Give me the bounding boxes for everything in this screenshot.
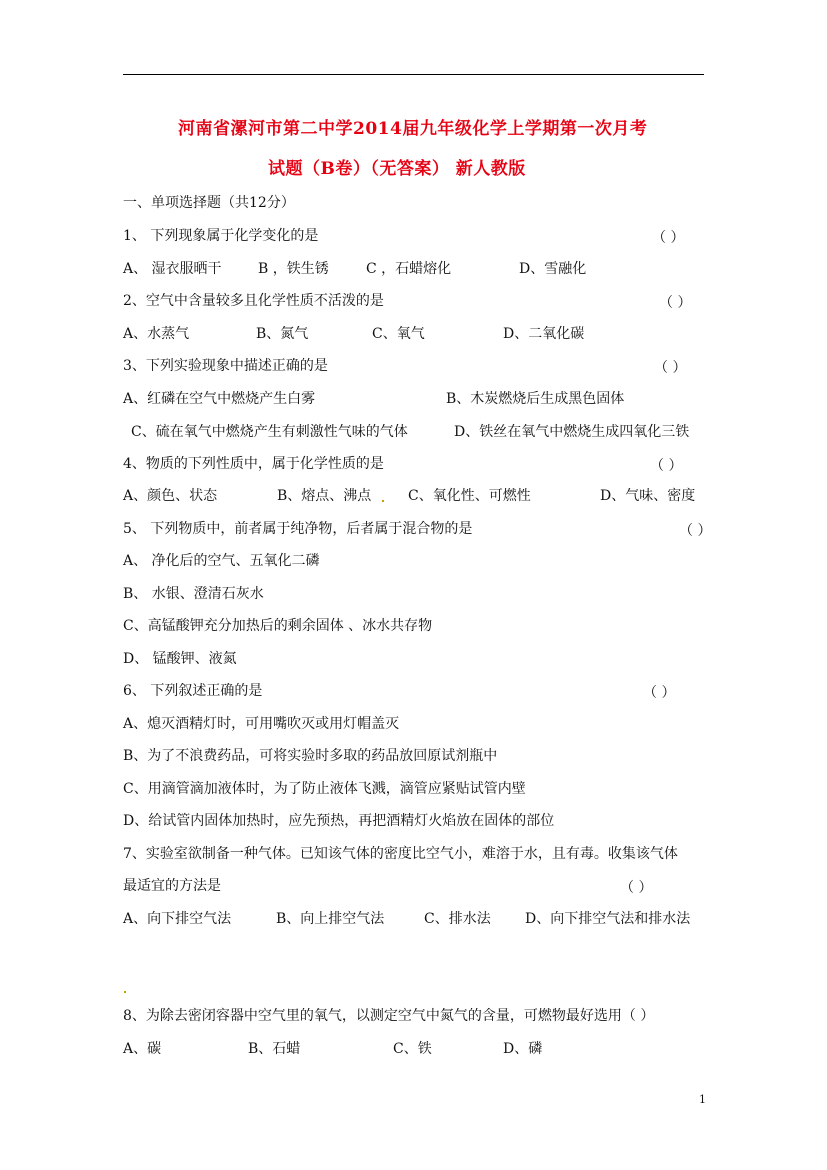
- question-8-option-a: A、碳: [123, 1041, 162, 1057]
- question-2-option-a: A、水蒸气: [123, 326, 190, 342]
- question-4-option-a: A、颜色、状态: [123, 488, 218, 504]
- question-2-option-c: C、氧气: [372, 326, 425, 342]
- question-1-option-a: A、 湿衣服晒干: [123, 261, 222, 277]
- question-8-option-c: C、铁: [393, 1041, 432, 1057]
- question-7-option-b: B、向上排空气法: [276, 911, 385, 927]
- question-4-option-c: C、氧化性、可燃性: [408, 488, 531, 504]
- question-8-stem: 8、为除去密闭容器中空气里的氧气，以测定空气中氮气的含量，可燃物最好选用（ ）: [123, 1008, 655, 1024]
- ink-speck: [382, 500, 384, 502]
- question-5-stem: 5、 下列物质中，前者属于纯净物，后者属于混合物的是: [123, 521, 473, 537]
- question-3-answer-blank: （ ）: [654, 360, 687, 376]
- header-rule: [123, 74, 704, 75]
- question-6-answer-blank: （ ）: [643, 685, 676, 701]
- question-3-stem: 3、下列实验现象中描述正确的是: [123, 358, 328, 374]
- question-4-option-d: D、气味、密度: [600, 488, 696, 504]
- question-5-option-c: C、高锰酸钾充分加热后的剩余固体 、冰水共存物: [123, 618, 433, 634]
- question-7-stem-line2: 最适宜的方法是: [123, 878, 221, 894]
- question-4-stem: 4、物质的下列性质中，属于化学性质的是: [123, 456, 384, 472]
- question-7-stem-line1: 7、实验室欲制备一种气体。已知该气体的密度比空气小，难溶于水，且有毒。收集该气体: [123, 846, 678, 862]
- question-3-option-d: D、铁丝在氧气中燃烧生成四氧化三铁: [454, 424, 690, 440]
- question-5-option-a: A、 净化后的空气、五氧化二磷: [123, 553, 320, 569]
- section-heading: 一、单项选择题（共12分）: [123, 195, 295, 211]
- question-6-stem: 6、 下列叙述正确的是: [123, 683, 263, 699]
- question-1-option-d: D、雪融化: [519, 261, 587, 277]
- question-1-option-c: C ，石蜡熔化: [366, 261, 452, 277]
- question-8-option-b: B、石蜡: [248, 1041, 301, 1057]
- question-6-option-b: B、为了不浪费药品，可将实验时多取的药品放回原试剂瓶中: [123, 748, 498, 764]
- question-7-option-d: D、向下排空气法和排水法: [525, 911, 691, 927]
- question-1-stem: 1、 下列现象属于化学变化的是: [123, 228, 319, 244]
- question-5-option-b: B、 水银、澄清石灰水: [123, 586, 264, 602]
- exam-title-line1: 河南省漯河市第二中学2014届九年级化学上学期第一次月考: [178, 119, 648, 139]
- question-3-option-b: B、木炭燃烧后生成黑色固体: [446, 391, 625, 407]
- question-3-option-c: C、硫在氧气中燃烧产生有刺激性气味的气体: [131, 424, 408, 440]
- question-2-option-d: D、二氧化碳: [503, 326, 585, 342]
- question-2-stem: 2、空气中含量较多且化学性质不活泼的是: [123, 293, 384, 309]
- question-3-option-a: A、红磷在空气中燃烧产生白雾: [123, 391, 316, 407]
- question-6-option-d: D、给试管内固体加热时，应先预热，再把酒精灯火焰放在固体的部位: [123, 813, 555, 829]
- question-2-answer-blank: （ ）: [659, 295, 692, 311]
- question-4-answer-blank: （ ）: [650, 458, 683, 474]
- question-1-answer-blank: （ ）: [652, 230, 685, 246]
- page-number: 1: [699, 1093, 706, 1106]
- question-8-option-d: D、磷: [503, 1041, 543, 1057]
- exam-title-line2: 试题（B卷）（无答案） 新人教版: [268, 159, 526, 179]
- ink-speck: [124, 991, 126, 993]
- question-6-option-c: C、用滴管滴加液体时，为了防止液体飞溅，滴管应紧贴试管内壁: [123, 781, 526, 797]
- question-6-option-a: A、熄灭酒精灯时，可用嘴吹灭或用灯帽盖灭: [123, 716, 400, 732]
- question-1-option-b: B ，铁生锈: [258, 261, 329, 277]
- question-5-answer-blank: （ ）: [679, 523, 712, 539]
- question-5-option-d: D、 锰酸钾、液氮: [123, 651, 237, 667]
- question-7-option-c: C、排水法: [424, 911, 491, 927]
- question-7-option-a: A、向下排空气法: [123, 911, 232, 927]
- question-7-answer-blank: （ ）: [620, 880, 653, 896]
- question-2-option-b: B、氮气: [256, 326, 309, 342]
- question-4-option-b: B、熔点、沸点: [277, 488, 372, 504]
